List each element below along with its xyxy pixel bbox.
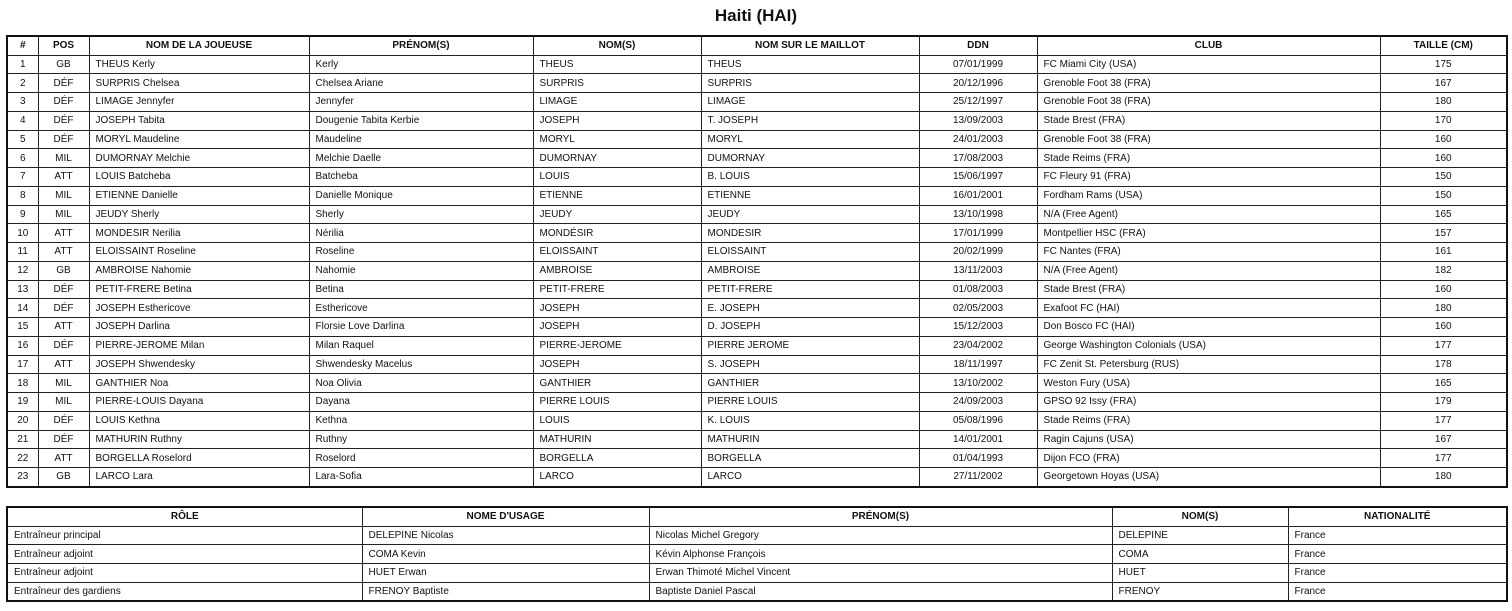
player-number-cell: 15 <box>7 318 38 337</box>
col-player-name-header: NOM DE LA JOUEUSE <box>89 36 309 55</box>
player-dob-cell: 13/10/1998 <box>919 205 1037 224</box>
player-shirt-name-cell: S. JOSEPH <box>701 355 919 374</box>
player-club-cell: Stade Brest (FRA) <box>1037 111 1380 130</box>
player-first-names-cell: Chelsea Ariane <box>309 74 533 93</box>
player-height-cell: 182 <box>1380 261 1507 280</box>
player-full-name-cell: PIERRE-JEROME Milan <box>89 336 309 355</box>
player-last-names-cell: LOUIS <box>533 411 701 430</box>
player-first-names-cell: Noa Olivia <box>309 374 533 393</box>
player-row <box>7 111 1507 130</box>
player-position-cell: DÉF <box>38 74 89 93</box>
player-first-names-cell: Roseline <box>309 243 533 262</box>
player-shirt-name-cell: MORYL <box>701 130 919 149</box>
player-row <box>7 336 1507 355</box>
staff-last-names-cell: HUET <box>1112 564 1288 583</box>
staff-role-cell: Entraîneur adjoint <box>7 564 362 583</box>
staff-first-names-cell: Kévin Alphonse François <box>649 545 1112 564</box>
player-row <box>7 55 1507 74</box>
player-dob-cell: 15/12/2003 <box>919 318 1037 337</box>
player-last-names-cell: MORYL <box>533 130 701 149</box>
col-number-header: # <box>7 36 38 55</box>
player-dob-cell: 15/06/1997 <box>919 168 1037 187</box>
player-row <box>7 449 1507 468</box>
player-height-cell: 150 <box>1380 168 1507 187</box>
player-last-names-cell: SURPRIS <box>533 74 701 93</box>
player-shirt-name-cell: DUMORNAY <box>701 149 919 168</box>
player-full-name-cell: THEUS Kerly <box>89 55 309 74</box>
player-shirt-name-cell: D. JOSEPH <box>701 318 919 337</box>
player-row <box>7 205 1507 224</box>
col-dob-header: DDN <box>919 36 1037 55</box>
player-club-cell: Exafoot FC (HAI) <box>1037 299 1380 318</box>
player-dob-cell: 20/12/1996 <box>919 74 1037 93</box>
player-full-name-cell: JOSEPH Darlina <box>89 318 309 337</box>
staff-usage-name-cell: HUET Erwan <box>362 564 649 583</box>
staff-usage-name-cell: DELEPINE Nicolas <box>362 526 649 545</box>
player-row <box>7 149 1507 168</box>
player-club-cell: George Washington Colonials (USA) <box>1037 336 1380 355</box>
player-shirt-name-cell: BORGELLA <box>701 449 919 468</box>
player-club-cell: Stade Reims (FRA) <box>1037 149 1380 168</box>
player-last-names-cell: JEUDY <box>533 205 701 224</box>
player-last-names-cell: LARCO <box>533 468 701 487</box>
player-full-name-cell: LOUIS Kethna <box>89 411 309 430</box>
player-full-name-cell: JOSEPH Esthericove <box>89 299 309 318</box>
player-club-cell: FC Miami City (USA) <box>1037 55 1380 74</box>
player-first-names-cell: Ruthny <box>309 430 533 449</box>
player-last-names-cell: JOSEPH <box>533 299 701 318</box>
player-club-cell: Stade Brest (FRA) <box>1037 280 1380 299</box>
player-height-cell: 165 <box>1380 374 1507 393</box>
staff-table <box>6 506 1508 602</box>
player-last-names-cell: MATHURIN <box>533 430 701 449</box>
col-height-header: TAILLE (CM) <box>1380 36 1507 55</box>
player-height-cell: 177 <box>1380 411 1507 430</box>
player-full-name-cell: SURPRIS Chelsea <box>89 74 309 93</box>
player-dob-cell: 01/04/1993 <box>919 449 1037 468</box>
player-first-names-cell: Danielle Monique <box>309 186 533 205</box>
player-row <box>7 299 1507 318</box>
player-first-names-cell: Dayana <box>309 393 533 412</box>
player-position-cell: ATT <box>38 243 89 262</box>
player-club-cell: FC Nantes (FRA) <box>1037 243 1380 262</box>
player-dob-cell: 27/11/2002 <box>919 468 1037 487</box>
player-dob-cell: 25/12/1997 <box>919 93 1037 112</box>
staff-nationality-cell: France <box>1288 526 1507 545</box>
player-height-cell: 177 <box>1380 336 1507 355</box>
player-first-names-cell: Jennyfer <box>309 93 533 112</box>
player-full-name-cell: JEUDY Sherly <box>89 205 309 224</box>
player-position-cell: ATT <box>38 318 89 337</box>
col-usage-name-header: NOME D'USAGE <box>362 507 649 526</box>
player-row <box>7 130 1507 149</box>
player-shirt-name-cell: LARCO <box>701 468 919 487</box>
player-height-cell: 161 <box>1380 243 1507 262</box>
player-position-cell: MIL <box>38 186 89 205</box>
player-full-name-cell: ELOISSAINT Roseline <box>89 243 309 262</box>
player-last-names-cell: PIERRE LOUIS <box>533 393 701 412</box>
player-number-cell: 12 <box>7 261 38 280</box>
player-row <box>7 261 1507 280</box>
staff-role-cell: Entraîneur principal <box>7 526 362 545</box>
players-table <box>6 35 1508 488</box>
player-height-cell: 160 <box>1380 130 1507 149</box>
player-club-cell: Weston Fury (USA) <box>1037 374 1380 393</box>
player-shirt-name-cell: SURPRIS <box>701 74 919 93</box>
col-shirt-name-header: NOM SUR LE MAILLOT <box>701 36 919 55</box>
player-shirt-name-cell: JEUDY <box>701 205 919 224</box>
player-row <box>7 186 1507 205</box>
player-position-cell: DÉF <box>38 280 89 299</box>
player-last-names-cell: JOSEPH <box>533 318 701 337</box>
player-shirt-name-cell: PETIT-FRERE <box>701 280 919 299</box>
player-club-cell: FC Zenit St. Petersburg (RUS) <box>1037 355 1380 374</box>
player-first-names-cell: Florsie Love Darlina <box>309 318 533 337</box>
player-height-cell: 170 <box>1380 111 1507 130</box>
player-full-name-cell: MONDESIR Nerilia <box>89 224 309 243</box>
player-position-cell: GB <box>38 261 89 280</box>
player-position-cell: GB <box>38 55 89 74</box>
player-full-name-cell: AMBROISE Nahomie <box>89 261 309 280</box>
player-shirt-name-cell: LIMAGE <box>701 93 919 112</box>
player-club-cell: GPSO 92 Issy (FRA) <box>1037 393 1380 412</box>
player-number-cell: 1 <box>7 55 38 74</box>
player-full-name-cell: LOUIS Batcheba <box>89 168 309 187</box>
player-full-name-cell: LIMAGE Jennyfer <box>89 93 309 112</box>
player-full-name-cell: GANTHIER Noa <box>89 374 309 393</box>
staff-header-row <box>7 507 1507 526</box>
player-position-cell: ATT <box>38 224 89 243</box>
player-last-names-cell: GANTHIER <box>533 374 701 393</box>
col-last-names-header: NOM(S) <box>533 36 701 55</box>
player-last-names-cell: ELOISSAINT <box>533 243 701 262</box>
player-position-cell: DÉF <box>38 411 89 430</box>
player-club-cell: N/A (Free Agent) <box>1037 261 1380 280</box>
player-last-names-cell: JOSEPH <box>533 111 701 130</box>
player-position-cell: DÉF <box>38 299 89 318</box>
player-first-names-cell: Milan Raquel <box>309 336 533 355</box>
player-position-cell: ATT <box>38 168 89 187</box>
staff-first-names-cell: Nicolas Michel Gregory <box>649 526 1112 545</box>
player-last-names-cell: PETIT-FRERE <box>533 280 701 299</box>
player-shirt-name-cell: B. LOUIS <box>701 168 919 187</box>
player-first-names-cell: Maudeline <box>309 130 533 149</box>
staff-role-cell: Entraîneur adjoint <box>7 545 362 564</box>
player-row <box>7 411 1507 430</box>
player-club-cell: Grenoble Foot 38 (FRA) <box>1037 74 1380 93</box>
player-club-cell: N/A (Free Agent) <box>1037 205 1380 224</box>
player-shirt-name-cell: ELOISSAINT <box>701 243 919 262</box>
player-dob-cell: 07/01/1999 <box>919 55 1037 74</box>
staff-role-cell: Entraîneur des gardiens <box>7 582 362 601</box>
player-club-cell: Ragin Cajuns (USA) <box>1037 430 1380 449</box>
player-dob-cell: 02/05/2003 <box>919 299 1037 318</box>
player-height-cell: 180 <box>1380 468 1507 487</box>
staff-row <box>7 526 1507 545</box>
player-shirt-name-cell: E. JOSEPH <box>701 299 919 318</box>
col-position-header: POS <box>38 36 89 55</box>
player-height-cell: 180 <box>1380 93 1507 112</box>
player-position-cell: DÉF <box>38 111 89 130</box>
player-row <box>7 430 1507 449</box>
player-row <box>7 74 1507 93</box>
player-number-cell: 13 <box>7 280 38 299</box>
player-first-names-cell: Lara-Sofia <box>309 468 533 487</box>
staff-last-names-cell: COMA <box>1112 545 1288 564</box>
player-height-cell: 160 <box>1380 149 1507 168</box>
player-number-cell: 20 <box>7 411 38 430</box>
player-club-cell: Stade Reims (FRA) <box>1037 411 1380 430</box>
player-position-cell: DÉF <box>38 430 89 449</box>
player-row <box>7 318 1507 337</box>
player-height-cell: 179 <box>1380 393 1507 412</box>
player-shirt-name-cell: GANTHIER <box>701 374 919 393</box>
player-first-names-cell: Nahomie <box>309 261 533 280</box>
player-height-cell: 160 <box>1380 318 1507 337</box>
player-first-names-cell: Sherly <box>309 205 533 224</box>
player-first-names-cell: Roselord <box>309 449 533 468</box>
player-shirt-name-cell: MATHURIN <box>701 430 919 449</box>
player-number-cell: 10 <box>7 224 38 243</box>
player-number-cell: 9 <box>7 205 38 224</box>
player-shirt-name-cell: THEUS <box>701 55 919 74</box>
player-row <box>7 280 1507 299</box>
player-first-names-cell: Nérilia <box>309 224 533 243</box>
player-number-cell: 23 <box>7 468 38 487</box>
player-last-names-cell: LIMAGE <box>533 93 701 112</box>
player-height-cell: 150 <box>1380 186 1507 205</box>
player-shirt-name-cell: PIERRE JEROME <box>701 336 919 355</box>
player-height-cell: 177 <box>1380 449 1507 468</box>
player-full-name-cell: DUMORNAY Melchie <box>89 149 309 168</box>
player-position-cell: GB <box>38 468 89 487</box>
col-club-header: CLUB <box>1037 36 1380 55</box>
player-row <box>7 168 1507 187</box>
player-dob-cell: 23/04/2002 <box>919 336 1037 355</box>
player-dob-cell: 01/08/2003 <box>919 280 1037 299</box>
player-dob-cell: 17/08/2003 <box>919 149 1037 168</box>
players-header-row <box>7 36 1507 55</box>
player-dob-cell: 14/01/2001 <box>919 430 1037 449</box>
player-row <box>7 224 1507 243</box>
player-full-name-cell: MORYL Maudeline <box>89 130 309 149</box>
staff-usage-name-cell: COMA Kevin <box>362 545 649 564</box>
player-height-cell: 160 <box>1380 280 1507 299</box>
staff-last-names-cell: FRENOY <box>1112 582 1288 601</box>
player-number-cell: 19 <box>7 393 38 412</box>
player-last-names-cell: AMBROISE <box>533 261 701 280</box>
player-position-cell: DÉF <box>38 336 89 355</box>
player-position-cell: MIL <box>38 205 89 224</box>
player-dob-cell: 17/01/1999 <box>919 224 1037 243</box>
player-club-cell: FC Fleury 91 (FRA) <box>1037 168 1380 187</box>
col-nationality-header: NATIONALITÉ <box>1288 507 1507 526</box>
player-first-names-cell: Kethna <box>309 411 533 430</box>
staff-nationality-cell: France <box>1288 545 1507 564</box>
player-club-cell: Don Bosco FC (HAI) <box>1037 318 1380 337</box>
staff-row <box>7 564 1507 583</box>
col-staff-last-names-header: NOM(S) <box>1112 507 1288 526</box>
staff-nationality-cell: France <box>1288 582 1507 601</box>
player-number-cell: 4 <box>7 111 38 130</box>
player-number-cell: 17 <box>7 355 38 374</box>
player-number-cell: 2 <box>7 74 38 93</box>
player-club-cell: Fordham Rams (USA) <box>1037 186 1380 205</box>
player-position-cell: DÉF <box>38 130 89 149</box>
page-title: Haiti (HAI) <box>714 6 798 25</box>
player-last-names-cell: JOSEPH <box>533 355 701 374</box>
player-number-cell: 3 <box>7 93 38 112</box>
player-full-name-cell: JOSEPH Shwendesky <box>89 355 309 374</box>
staff-nationality-cell: France <box>1288 564 1507 583</box>
player-first-names-cell: Batcheba <box>309 168 533 187</box>
player-number-cell: 7 <box>7 168 38 187</box>
player-number-cell: 11 <box>7 243 38 262</box>
player-number-cell: 6 <box>7 149 38 168</box>
player-row <box>7 93 1507 112</box>
player-full-name-cell: MATHURIN Ruthny <box>89 430 309 449</box>
player-height-cell: 175 <box>1380 55 1507 74</box>
player-position-cell: MIL <box>38 149 89 168</box>
player-position-cell: DÉF <box>38 93 89 112</box>
player-shirt-name-cell: PIERRE LOUIS <box>701 393 919 412</box>
player-shirt-name-cell: AMBROISE <box>701 261 919 280</box>
player-dob-cell: 20/02/1999 <box>919 243 1037 262</box>
player-row <box>7 355 1507 374</box>
player-number-cell: 8 <box>7 186 38 205</box>
player-dob-cell: 18/11/1997 <box>919 355 1037 374</box>
player-dob-cell: 13/10/2002 <box>919 374 1037 393</box>
player-club-cell: Montpellier HSC (FRA) <box>1037 224 1380 243</box>
player-last-names-cell: LOUIS <box>533 168 701 187</box>
staff-row <box>7 545 1507 564</box>
player-dob-cell: 24/01/2003 <box>919 130 1037 149</box>
player-full-name-cell: LARCO Lara <box>89 468 309 487</box>
player-dob-cell: 13/09/2003 <box>919 111 1037 130</box>
staff-row <box>7 582 1507 601</box>
staff-last-names-cell: DELEPINE <box>1112 526 1288 545</box>
player-dob-cell: 24/09/2003 <box>919 393 1037 412</box>
player-full-name-cell: PETIT-FRERE Betina <box>89 280 309 299</box>
player-position-cell: MIL <box>38 393 89 412</box>
player-first-names-cell: Esthericove <box>309 299 533 318</box>
player-shirt-name-cell: T. JOSEPH <box>701 111 919 130</box>
player-position-cell: ATT <box>38 449 89 468</box>
player-club-cell: Grenoble Foot 38 (FRA) <box>1037 93 1380 112</box>
staff-first-names-cell: Baptiste Daniel Pascal <box>649 582 1112 601</box>
col-role-header: RÔLE <box>7 507 362 526</box>
player-dob-cell: 16/01/2001 <box>919 186 1037 205</box>
player-height-cell: 165 <box>1380 205 1507 224</box>
player-full-name-cell: BORGELLA Roselord <box>89 449 309 468</box>
player-number-cell: 21 <box>7 430 38 449</box>
player-row <box>7 393 1507 412</box>
staff-first-names-cell: Erwan Thimoté Michel Vincent <box>649 564 1112 583</box>
player-club-cell: Grenoble Foot 38 (FRA) <box>1037 130 1380 149</box>
player-shirt-name-cell: K. LOUIS <box>701 411 919 430</box>
player-club-cell: Georgetown Hoyas (USA) <box>1037 468 1380 487</box>
player-row <box>7 468 1507 487</box>
player-first-names-cell: Betina <box>309 280 533 299</box>
player-height-cell: 180 <box>1380 299 1507 318</box>
player-last-names-cell: DUMORNAY <box>533 149 701 168</box>
player-number-cell: 22 <box>7 449 38 468</box>
player-height-cell: 167 <box>1380 74 1507 93</box>
player-row <box>7 374 1507 393</box>
player-number-cell: 14 <box>7 299 38 318</box>
player-height-cell: 157 <box>1380 224 1507 243</box>
player-height-cell: 167 <box>1380 430 1507 449</box>
player-number-cell: 16 <box>7 336 38 355</box>
player-shirt-name-cell: MONDESIR <box>701 224 919 243</box>
player-first-names-cell: Kerly <box>309 55 533 74</box>
player-club-cell: Dijon FCO (FRA) <box>1037 449 1380 468</box>
col-first-names-header: PRÉNOM(S) <box>309 36 533 55</box>
player-dob-cell: 13/11/2003 <box>919 261 1037 280</box>
player-full-name-cell: ETIENNE Danielle <box>89 186 309 205</box>
col-staff-first-names-header: PRÉNOM(S) <box>649 507 1112 526</box>
player-number-cell: 5 <box>7 130 38 149</box>
player-shirt-name-cell: ETIENNE <box>701 186 919 205</box>
player-last-names-cell: ETIENNE <box>533 186 701 205</box>
player-position-cell: ATT <box>38 355 89 374</box>
player-first-names-cell: Melchie Daelle <box>309 149 533 168</box>
player-full-name-cell: JOSEPH Tabita <box>89 111 309 130</box>
staff-usage-name-cell: FRENOY Baptiste <box>362 582 649 601</box>
player-last-names-cell: MONDÉSIR <box>533 224 701 243</box>
player-row <box>7 243 1507 262</box>
player-first-names-cell: Dougenie Tabita Kerbie <box>309 111 533 130</box>
player-full-name-cell: PIERRE-LOUIS Dayana <box>89 393 309 412</box>
player-dob-cell: 05/08/1996 <box>919 411 1037 430</box>
player-number-cell: 18 <box>7 374 38 393</box>
player-first-names-cell: Shwendesky Macelus <box>309 355 533 374</box>
player-last-names-cell: BORGELLA <box>533 449 701 468</box>
player-last-names-cell: PIERRE-JEROME <box>533 336 701 355</box>
player-last-names-cell: THEUS <box>533 55 701 74</box>
player-position-cell: MIL <box>38 374 89 393</box>
player-height-cell: 178 <box>1380 355 1507 374</box>
